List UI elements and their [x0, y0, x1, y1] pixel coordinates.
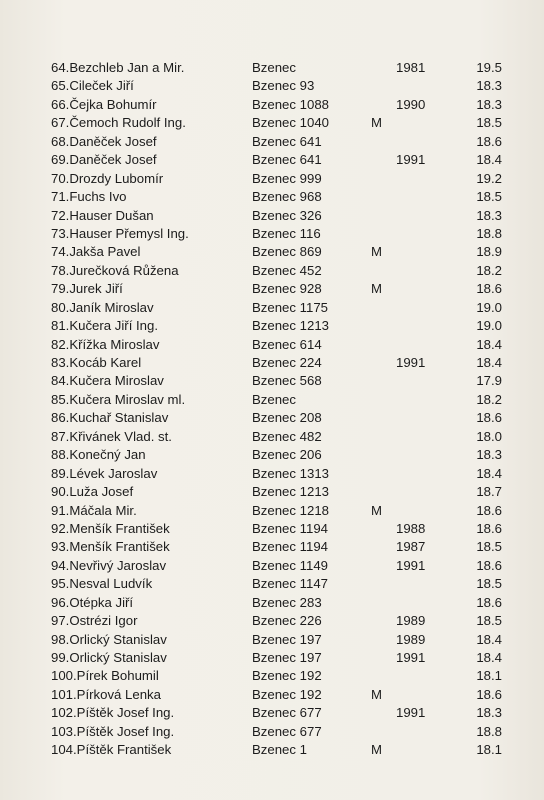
- entry-name: 64.Bezchleb Jan a Mir.: [51, 60, 185, 75]
- entry-value: 18.7: [476, 484, 502, 500]
- table-row: [0, 649, 544, 667]
- entry-name: 100.Pírek Bohumil: [51, 668, 159, 684]
- table-row: [0, 538, 544, 556]
- entry-value: 19.0: [476, 318, 502, 334]
- entry-name: 90.Luža Josef: [51, 484, 134, 500]
- entry-value: 18.5: [476, 539, 502, 555]
- entry-place: Bzenec 1088: [252, 96, 329, 112]
- entry-year: 1989: [396, 631, 426, 647]
- entry-place: Bzenec 928: [252, 281, 322, 297]
- entry-value: 18.1: [476, 742, 502, 758]
- table-row: [0, 77, 544, 95]
- entry-year: 1989: [396, 613, 426, 629]
- entry-year: 1990: [396, 96, 426, 112]
- entry-place: Bzenec 568: [252, 373, 322, 389]
- entry-place: Bzenec 206: [252, 447, 322, 463]
- entry-name: 87.Křivánek Vlad. st.: [51, 428, 172, 444]
- table-row: [0, 612, 544, 630]
- entry-value: 18.2: [476, 262, 502, 278]
- table-row: [0, 723, 544, 741]
- entry-value: 18.3: [476, 447, 502, 463]
- entry-year: 1991: [396, 557, 426, 573]
- entry-value: 18.4: [476, 355, 502, 370]
- entry-name: 103.Píštěk Josef Ing.: [51, 723, 175, 739]
- entry-value: 18.6: [476, 557, 502, 573]
- entry-year: 1991: [396, 650, 426, 665]
- table-row: [0, 594, 544, 612]
- table-row: [0, 428, 544, 446]
- entry-name: 74.Jakša Pavel: [51, 244, 141, 260]
- table-row: [0, 151, 544, 169]
- table-row: [0, 133, 544, 151]
- entry-name: 104.Píštěk František: [51, 742, 172, 758]
- entry-place: Bzenec 999: [252, 170, 322, 186]
- entry-mark: M: [371, 115, 382, 131]
- entry-name: 93.Menšík František: [51, 539, 170, 555]
- entry-name: 101.Pírková Lenka: [51, 686, 161, 702]
- entry-value: 18.4: [476, 336, 502, 352]
- entry-year: 1991: [396, 152, 426, 168]
- entry-mark: M: [371, 281, 382, 297]
- entry-place: Bzenec 482: [252, 428, 322, 444]
- table-row: [0, 188, 544, 206]
- entry-place: Bzenec 1149: [252, 557, 329, 573]
- entry-place: Bzenec 197: [252, 650, 322, 665]
- entry-place: Bzenec 1040: [252, 115, 329, 131]
- entry-name: 102.Píštěk Josef Ing.: [51, 705, 175, 721]
- entry-mark: M: [371, 244, 382, 260]
- entry-value: 18.3: [476, 96, 502, 112]
- table-row: [0, 502, 544, 520]
- entry-value: 18.4: [476, 152, 502, 168]
- entry-name: 71.Fuchs Ivo: [51, 189, 127, 205]
- entry-place: Bzenec 1218: [252, 502, 329, 518]
- entry-name: 91.Máčala Mir.: [51, 502, 137, 518]
- table-row: [0, 170, 544, 188]
- entry-name: 95.Nesval Ludvík: [51, 576, 153, 592]
- entry-mark: M: [371, 742, 382, 758]
- entry-value: 18.3: [476, 705, 502, 721]
- entry-place: Bzenec 1175: [252, 299, 329, 315]
- entry-value: 18.3: [476, 78, 502, 94]
- table-row: [0, 465, 544, 483]
- table-row: [0, 59, 544, 77]
- entry-value: 18.1: [476, 668, 502, 684]
- table-row: [0, 207, 544, 225]
- table-row: [0, 741, 544, 759]
- table-row: [0, 409, 544, 427]
- table-row: [0, 446, 544, 464]
- entry-place: Bzenec 641: [252, 133, 322, 149]
- entry-value: 18.6: [476, 594, 502, 610]
- entry-name: 72.Hauser Dušan: [51, 207, 154, 223]
- entry-name: 70.Drozdy Lubomír: [51, 170, 164, 186]
- entry-value: 18.9: [476, 244, 502, 260]
- entry-value: 18.6: [476, 410, 502, 426]
- entry-place: Bzenec 192: [252, 686, 322, 702]
- entry-place: Bzenec 116: [252, 225, 321, 241]
- entry-place: Bzenec 226: [252, 613, 322, 629]
- table-row: [0, 372, 544, 390]
- entry-name: 98.Orlický Stanislav: [51, 631, 167, 647]
- entry-value: 19.2: [476, 170, 502, 186]
- table-row: [0, 391, 544, 409]
- entry-place: Bzenec 1194: [252, 520, 329, 536]
- entry-name: 88.Konečný Jan: [51, 447, 146, 463]
- entry-name: 97.Ostrézi Igor: [51, 613, 138, 629]
- entry-place: Bzenec 283: [252, 594, 322, 610]
- table-row: [0, 686, 544, 704]
- entry-place: Bzenec 677: [252, 723, 322, 739]
- entry-name: 66.Čejka Bohumír: [51, 96, 157, 112]
- entry-value: 18.6: [476, 686, 502, 702]
- entry-value: 18.6: [476, 281, 502, 297]
- entry-year: 1991: [396, 355, 426, 370]
- entry-place: Bzenec 326: [252, 207, 322, 223]
- entry-value: 19.5: [476, 60, 502, 75]
- table-row: [0, 243, 544, 261]
- entry-value: 18.4: [476, 631, 502, 647]
- entry-value: 18.8: [476, 225, 502, 241]
- entry-value: 17.9: [476, 373, 502, 389]
- entry-year: 1981: [396, 60, 426, 75]
- entry-year: 1991: [396, 705, 426, 721]
- entry-name: 85.Kučera Miroslav ml.: [51, 391, 186, 407]
- entry-name: 82.Křížka Miroslav: [51, 336, 160, 352]
- entry-place: Bzenec 208: [252, 410, 322, 426]
- entry-name: 96.Otépka Jiří: [51, 594, 134, 610]
- entry-place: Bzenec 641: [252, 152, 322, 168]
- entry-list: [0, 59, 544, 760]
- entry-name: 94.Nevřivý Jaroslav: [51, 557, 167, 573]
- entry-value: 18.5: [476, 576, 502, 592]
- entry-place: Bzenec 1213: [252, 484, 329, 500]
- table-row: [0, 299, 544, 317]
- table-row: [0, 354, 544, 372]
- table-row: [0, 575, 544, 593]
- entry-place: Bzenec: [252, 60, 296, 75]
- table-row: [0, 483, 544, 501]
- table-row: [0, 631, 544, 649]
- table-row: [0, 667, 544, 685]
- table-row: [0, 520, 544, 538]
- entry-mark: M: [371, 502, 382, 518]
- entry-value: 18.3: [476, 207, 502, 223]
- entry-place: Bzenec 1313: [252, 465, 329, 481]
- entry-value: 18.8: [476, 723, 502, 739]
- entry-place: Bzenec 1213: [252, 318, 329, 334]
- table-row: [0, 336, 544, 354]
- entry-name: 68.Daněček Josef: [51, 133, 157, 149]
- table-row: [0, 704, 544, 722]
- entry-value: 18.6: [476, 133, 502, 149]
- entry-value: 18.4: [476, 465, 502, 481]
- table-row: [0, 225, 544, 243]
- table-row: [0, 280, 544, 298]
- entry-name: 83.Kocáb Karel: [51, 355, 142, 370]
- entry-place: Bzenec 1147: [252, 576, 329, 592]
- table-row: [0, 262, 544, 280]
- entry-name: 81.Kučera Jiří Ing.: [51, 318, 159, 334]
- entry-name: 92.Menšík František: [51, 520, 170, 536]
- entry-year: 1988: [396, 520, 426, 536]
- entry-name: 67.Čemoch Rudolf Ing.: [51, 115, 186, 131]
- entry-place: Bzenec: [252, 391, 296, 407]
- entry-place: Bzenec 968: [252, 189, 322, 205]
- entry-value: 18.6: [476, 502, 502, 518]
- entry-place: Bzenec 1194: [252, 539, 329, 555]
- entry-name: 86.Kuchař Stanislav: [51, 410, 169, 426]
- entry-place: Bzenec 452: [252, 262, 322, 278]
- entry-value: 18.5: [476, 189, 502, 205]
- entry-place: Bzenec 93: [252, 78, 315, 94]
- entry-place: Bzenec 869: [252, 244, 322, 260]
- entry-name: 80.Janík Miroslav: [51, 299, 154, 315]
- entry-value: 19.0: [476, 299, 502, 315]
- entry-value: 18.0: [476, 428, 502, 444]
- entry-place: Bzenec 677: [252, 705, 322, 721]
- entry-name: 84.Kučera Miroslav: [51, 373, 164, 389]
- entry-name: 79.Jurek Jiří: [51, 281, 123, 297]
- entry-name: 69.Daněček Josef: [51, 152, 157, 168]
- entry-value: 18.6: [476, 520, 502, 536]
- entry-value: 18.5: [476, 613, 502, 629]
- entry-name: 78.Jurečková Růžena: [51, 262, 179, 278]
- table-row: [0, 557, 544, 575]
- entry-place: Bzenec 192: [252, 668, 322, 684]
- table-row: [0, 114, 544, 132]
- entry-place: Bzenec 614: [252, 336, 322, 352]
- entry-value: 18.4: [476, 650, 502, 665]
- entry-place: Bzenec 1: [252, 742, 307, 758]
- entry-name: 65.Cileček Jiří: [51, 78, 134, 94]
- entry-value: 18.5: [476, 115, 502, 131]
- entry-place: Bzenec 224: [252, 355, 322, 370]
- table-row: [0, 96, 544, 114]
- entry-name: 99.Orlický Stanislav: [51, 650, 167, 665]
- entry-name: 73.Hauser Přemysl Ing.: [51, 225, 189, 241]
- entry-year: 1987: [396, 539, 426, 555]
- table-row: [0, 317, 544, 335]
- entry-name: 89.Lévek Jaroslav: [51, 465, 158, 481]
- entry-place: Bzenec 197: [252, 631, 322, 647]
- entry-mark: M: [371, 686, 382, 702]
- entry-value: 18.2: [476, 391, 502, 407]
